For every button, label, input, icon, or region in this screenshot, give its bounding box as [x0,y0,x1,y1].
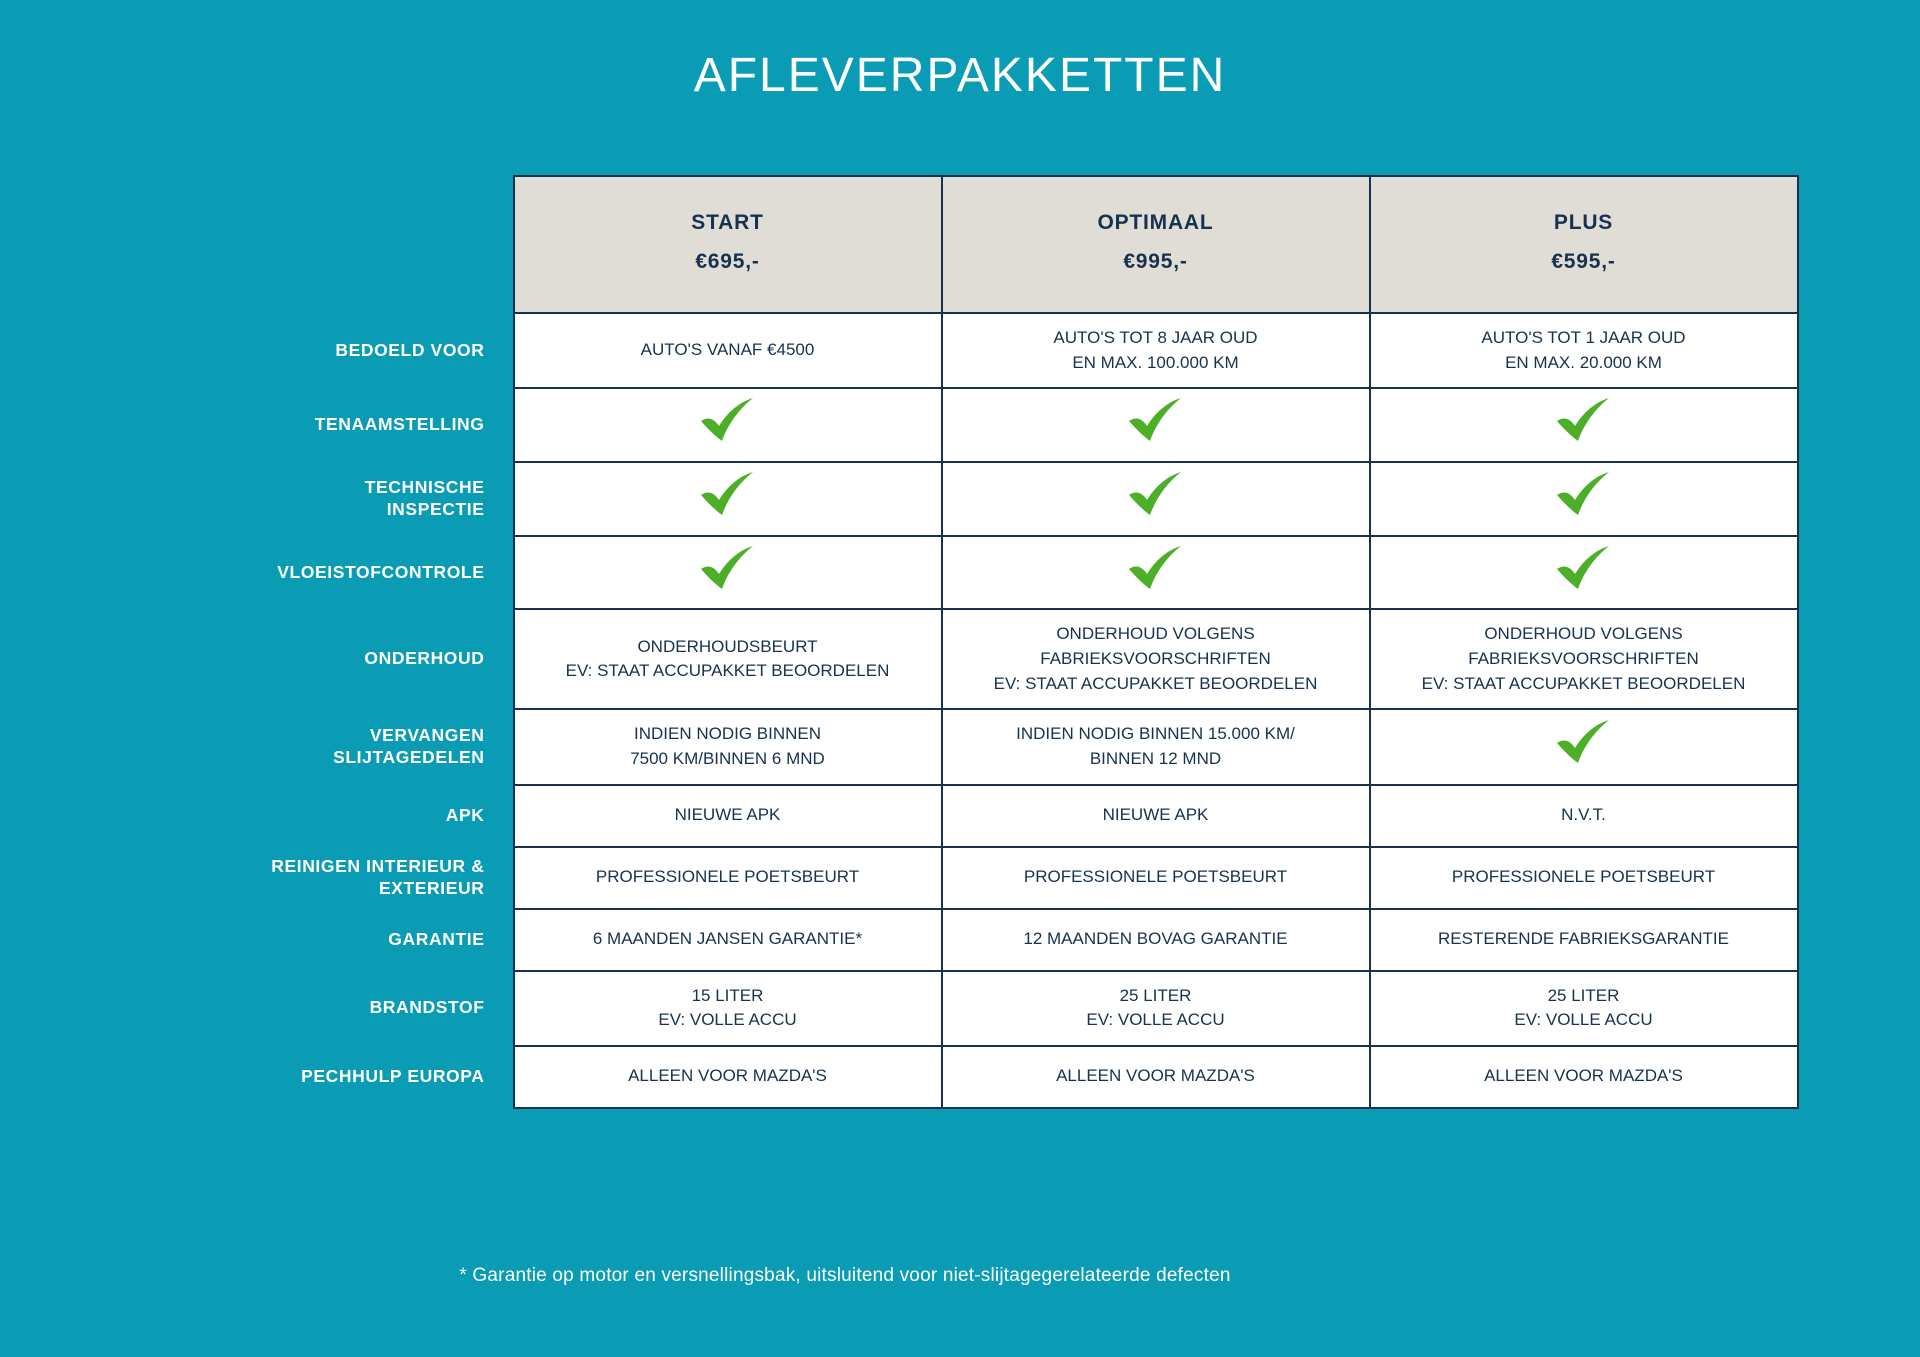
header-spacer [122,176,514,313]
table-row [122,388,1798,462]
cell-text: 25 LITER EV: VOLLE ACCU [942,971,1370,1046]
package-price-start: €695,- [695,249,760,273]
cell-check [942,462,1370,536]
cell-check [942,388,1370,462]
package-name-optimaal: OPTIMAAL [1097,211,1214,234]
checkmark-icon [1553,543,1615,595]
checkmark-icon [1125,469,1187,521]
row-label: PECHHULP EUROPA [301,1065,485,1086]
cell-check [514,536,942,610]
cell-text: NIEUWE APK [942,785,1370,847]
table-row [122,462,1798,536]
cell-check [1370,536,1798,610]
checkmark-icon [1553,395,1615,447]
table-row [122,313,1798,388]
cell-text: PROFESSIONELE POETSBEURT [942,847,1370,909]
cell-text: ONDERHOUD VOLGENS FABRIEKSVOORSCHRIFTEN EV: STAAT ACCUPAKKET BEOORDELEN [1370,609,1798,709]
cell-text: RESTERENDE FABRIEKSGARANTIE [1370,909,1798,971]
checkmark-icon [697,543,759,595]
cell-text: ALLEEN VOOR MAZDA'S [1370,1046,1798,1108]
table-row [122,909,1798,971]
page-title: AFLEVERPAKKETTEN [693,49,1227,102]
cell-text: AUTO'S TOT 8 JAAR OUD EN MAX. 100.000 KM [942,313,1370,388]
table-row [122,847,1798,909]
table-row [122,536,1798,610]
cell-text: 15 LITER EV: VOLLE ACCU [514,971,942,1046]
cell-text: ALLEEN VOOR MAZDA'S [514,1046,942,1108]
checkmark-icon [1125,543,1187,595]
package-header-plus [1370,176,1798,313]
cell-check [514,388,942,462]
package-header-optimaal [942,176,1370,313]
package-name-plus: PLUS [1553,211,1614,234]
cell-text: ONDERHOUD VOLGENS FABRIEKSVOORSCHRIFTEN EV: STAAT ACCUPAKKET BEOORDELEN [942,609,1370,709]
table-body [122,313,1798,1108]
packages-table-wrap [0,175,1920,1109]
checkmark-icon [697,469,759,521]
row-label: TENAAMSTELLING [314,414,485,435]
table-row [122,609,1798,709]
table-header-row [122,176,1798,313]
cell-text: INDIEN NODIG BINNEN 15.000 KM/ BINNEN 12 MND [942,709,1370,784]
package-price-plus: €595,- [1551,249,1616,273]
row-label: BRANDSTOF [369,997,485,1018]
row-label: APK [445,804,485,825]
row-label: VERVANGEN SLIJTAGEDELEN [333,724,485,767]
table-row [122,785,1798,847]
checkmark-icon [1553,469,1615,521]
cell-text: INDIEN NODIG BINNEN 7500 KM/BINNEN 6 MND [514,709,942,784]
package-header-start [514,176,942,313]
row-label: GARANTIE [388,928,485,949]
cell-text: PROFESSIONELE POETSBEURT [514,847,942,909]
cell-text: AUTO'S TOT 1 JAAR OUD EN MAX. 20.000 KM [1370,313,1798,388]
row-label: VLOEISTOFCONTROLE [277,561,485,582]
package-price-optimaal: €995,- [1123,249,1188,273]
table-row [122,971,1798,1046]
cell-check [1370,462,1798,536]
row-label: REINIGEN INTERIEUR & EXTERIEUR [271,855,485,898]
cell-check [514,462,942,536]
cell-check [1370,388,1798,462]
table-header [122,176,1798,313]
table-row [122,709,1798,784]
row-label: ONDERHOUD [364,648,485,669]
cell-text: PROFESSIONELE POETSBEURT [1370,847,1798,909]
cell-text: ALLEEN VOOR MAZDA'S [942,1046,1370,1108]
cell-check [942,536,1370,610]
cell-check [1370,709,1798,784]
checkmark-icon [1553,717,1615,769]
cell-text: N.V.T. [1370,785,1798,847]
table-row [122,1046,1798,1108]
cell-text: ONDERHOUDSBEURT EV: STAAT ACCUPAKKET BEOORDELEN [514,609,942,709]
cell-text: AUTO'S VANAF €4500 [514,313,942,388]
cell-text: NIEUWE APK [514,785,942,847]
packages-table [122,175,1799,1109]
footnote [0,1265,1920,1287]
cell-text: 25 LITER EV: VOLLE ACCU [1370,971,1798,1046]
cell-text: 6 MAANDEN JANSEN GARANTIE* [514,909,942,971]
cell-text: 12 MAANDEN BOVAG GARANTIE [942,909,1370,971]
checkmark-icon [1125,395,1187,447]
checkmark-icon [697,395,759,447]
footnote-text: * Garantie op motor en versnellingsbak, uitsluitend voor niet-slijtagegerelateerde defecten [459,1265,1231,1286]
row-label: TECHNISCHE INSPECTIE [364,476,485,519]
row-label: BEDOELD VOOR [335,339,485,360]
package-name-start: START [691,211,764,234]
